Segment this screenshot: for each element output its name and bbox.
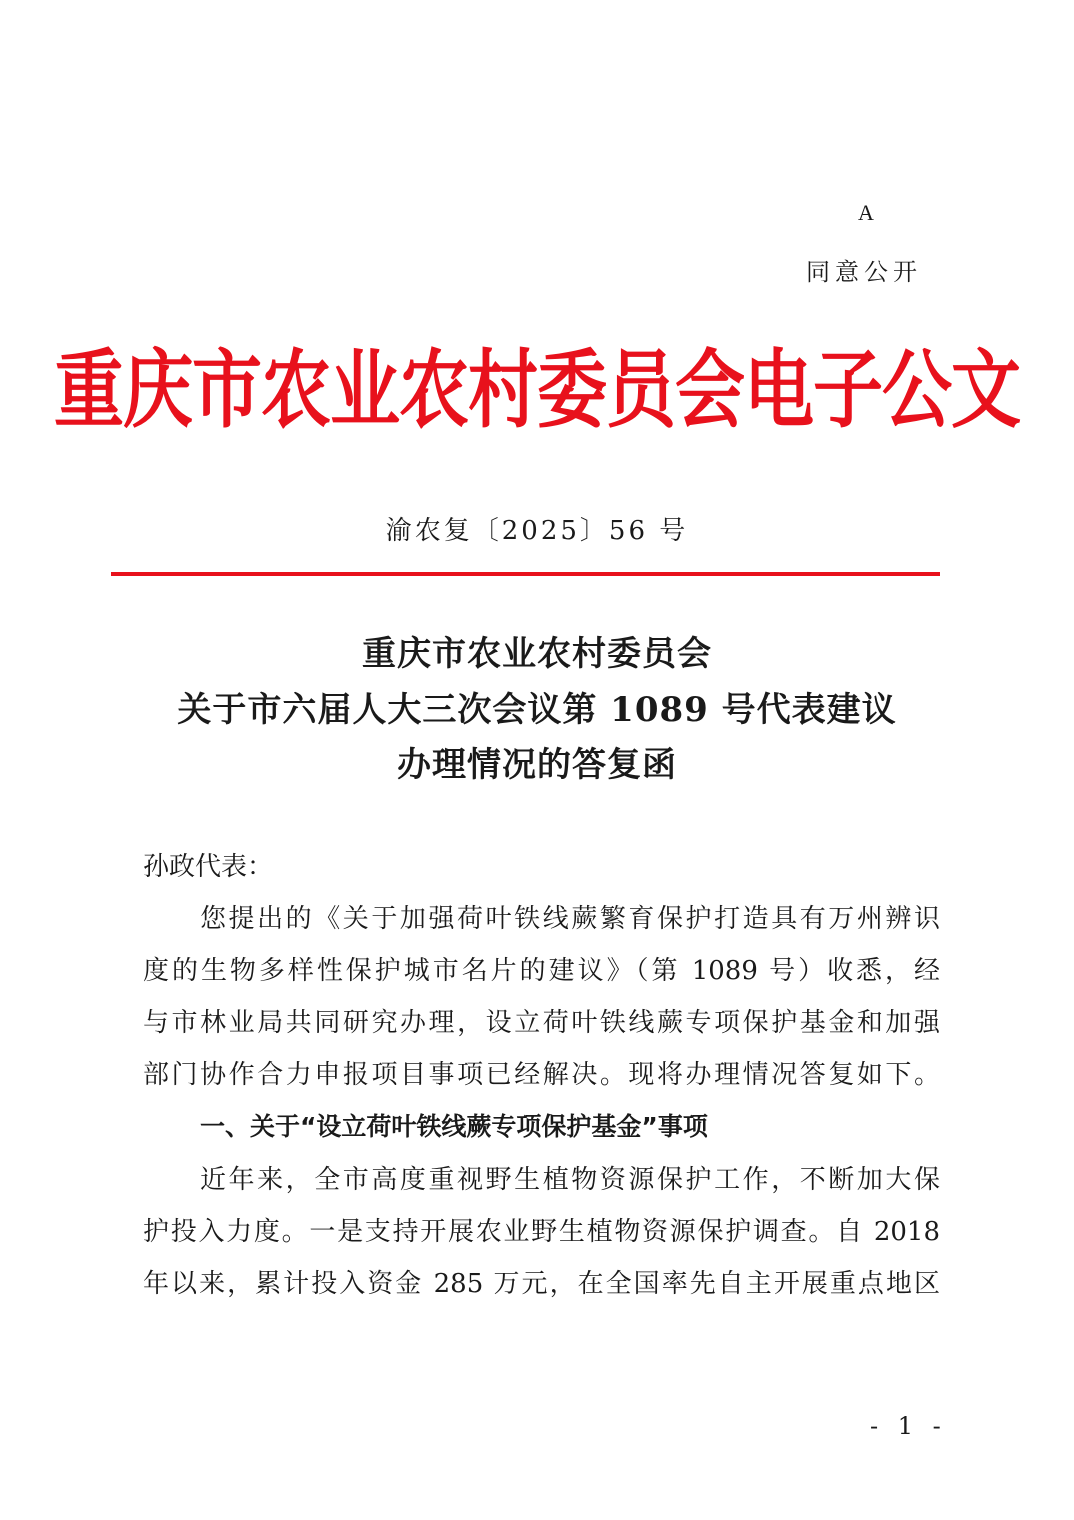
paragraph-line: 度的生物多样性保护城市名片的建议》（第 1089 号）收悉，经 (143, 956, 940, 986)
section-heading: 一、关于“设立荷叶铁线蕨专项保护基金”事项 (200, 1112, 708, 1141)
document-number: 渝农复〔2025〕56 号 (385, 516, 689, 546)
title-line-3: 办理情况的答复函 (397, 745, 677, 785)
paragraph-line: 与市林业局共同研究办理，设立荷叶铁线蕨专项保护基金和加强 (143, 1008, 940, 1038)
page-number: - 1 - (870, 1412, 947, 1440)
red-divider-line (111, 572, 940, 576)
paragraph-line: 护投入力度。一是支持开展农业野生植物资源保护调查。自 2018 (143, 1217, 940, 1247)
paragraph-line: 近年来，全市高度重视野生植物资源保护工作，不断加大保 (200, 1165, 940, 1195)
title-line-1: 重庆市农业农村委员会 (362, 634, 712, 674)
red-letterhead: 重庆市农业农村委员会电子公文 (54, 340, 1020, 441)
paragraph-line: 年以来，累计投入资金 285 万元，在全国率先自主开展重点地区 (143, 1269, 940, 1299)
classification-mark: A (858, 200, 874, 225)
salutation: 孙政代表： (143, 852, 274, 882)
paragraph-line: 您提出的《关于加强荷叶铁线蕨繁育保护打造具有万州辨识 (200, 904, 940, 934)
disclosure-status: 同意公开 (806, 258, 922, 286)
paragraph-line: 部门协作合力申报项目事项已经解决。现将办理情况答复如下。 (143, 1060, 940, 1090)
title-line-2: 关于市六届人大三次会议第 1089 号代表建议 (177, 690, 897, 730)
